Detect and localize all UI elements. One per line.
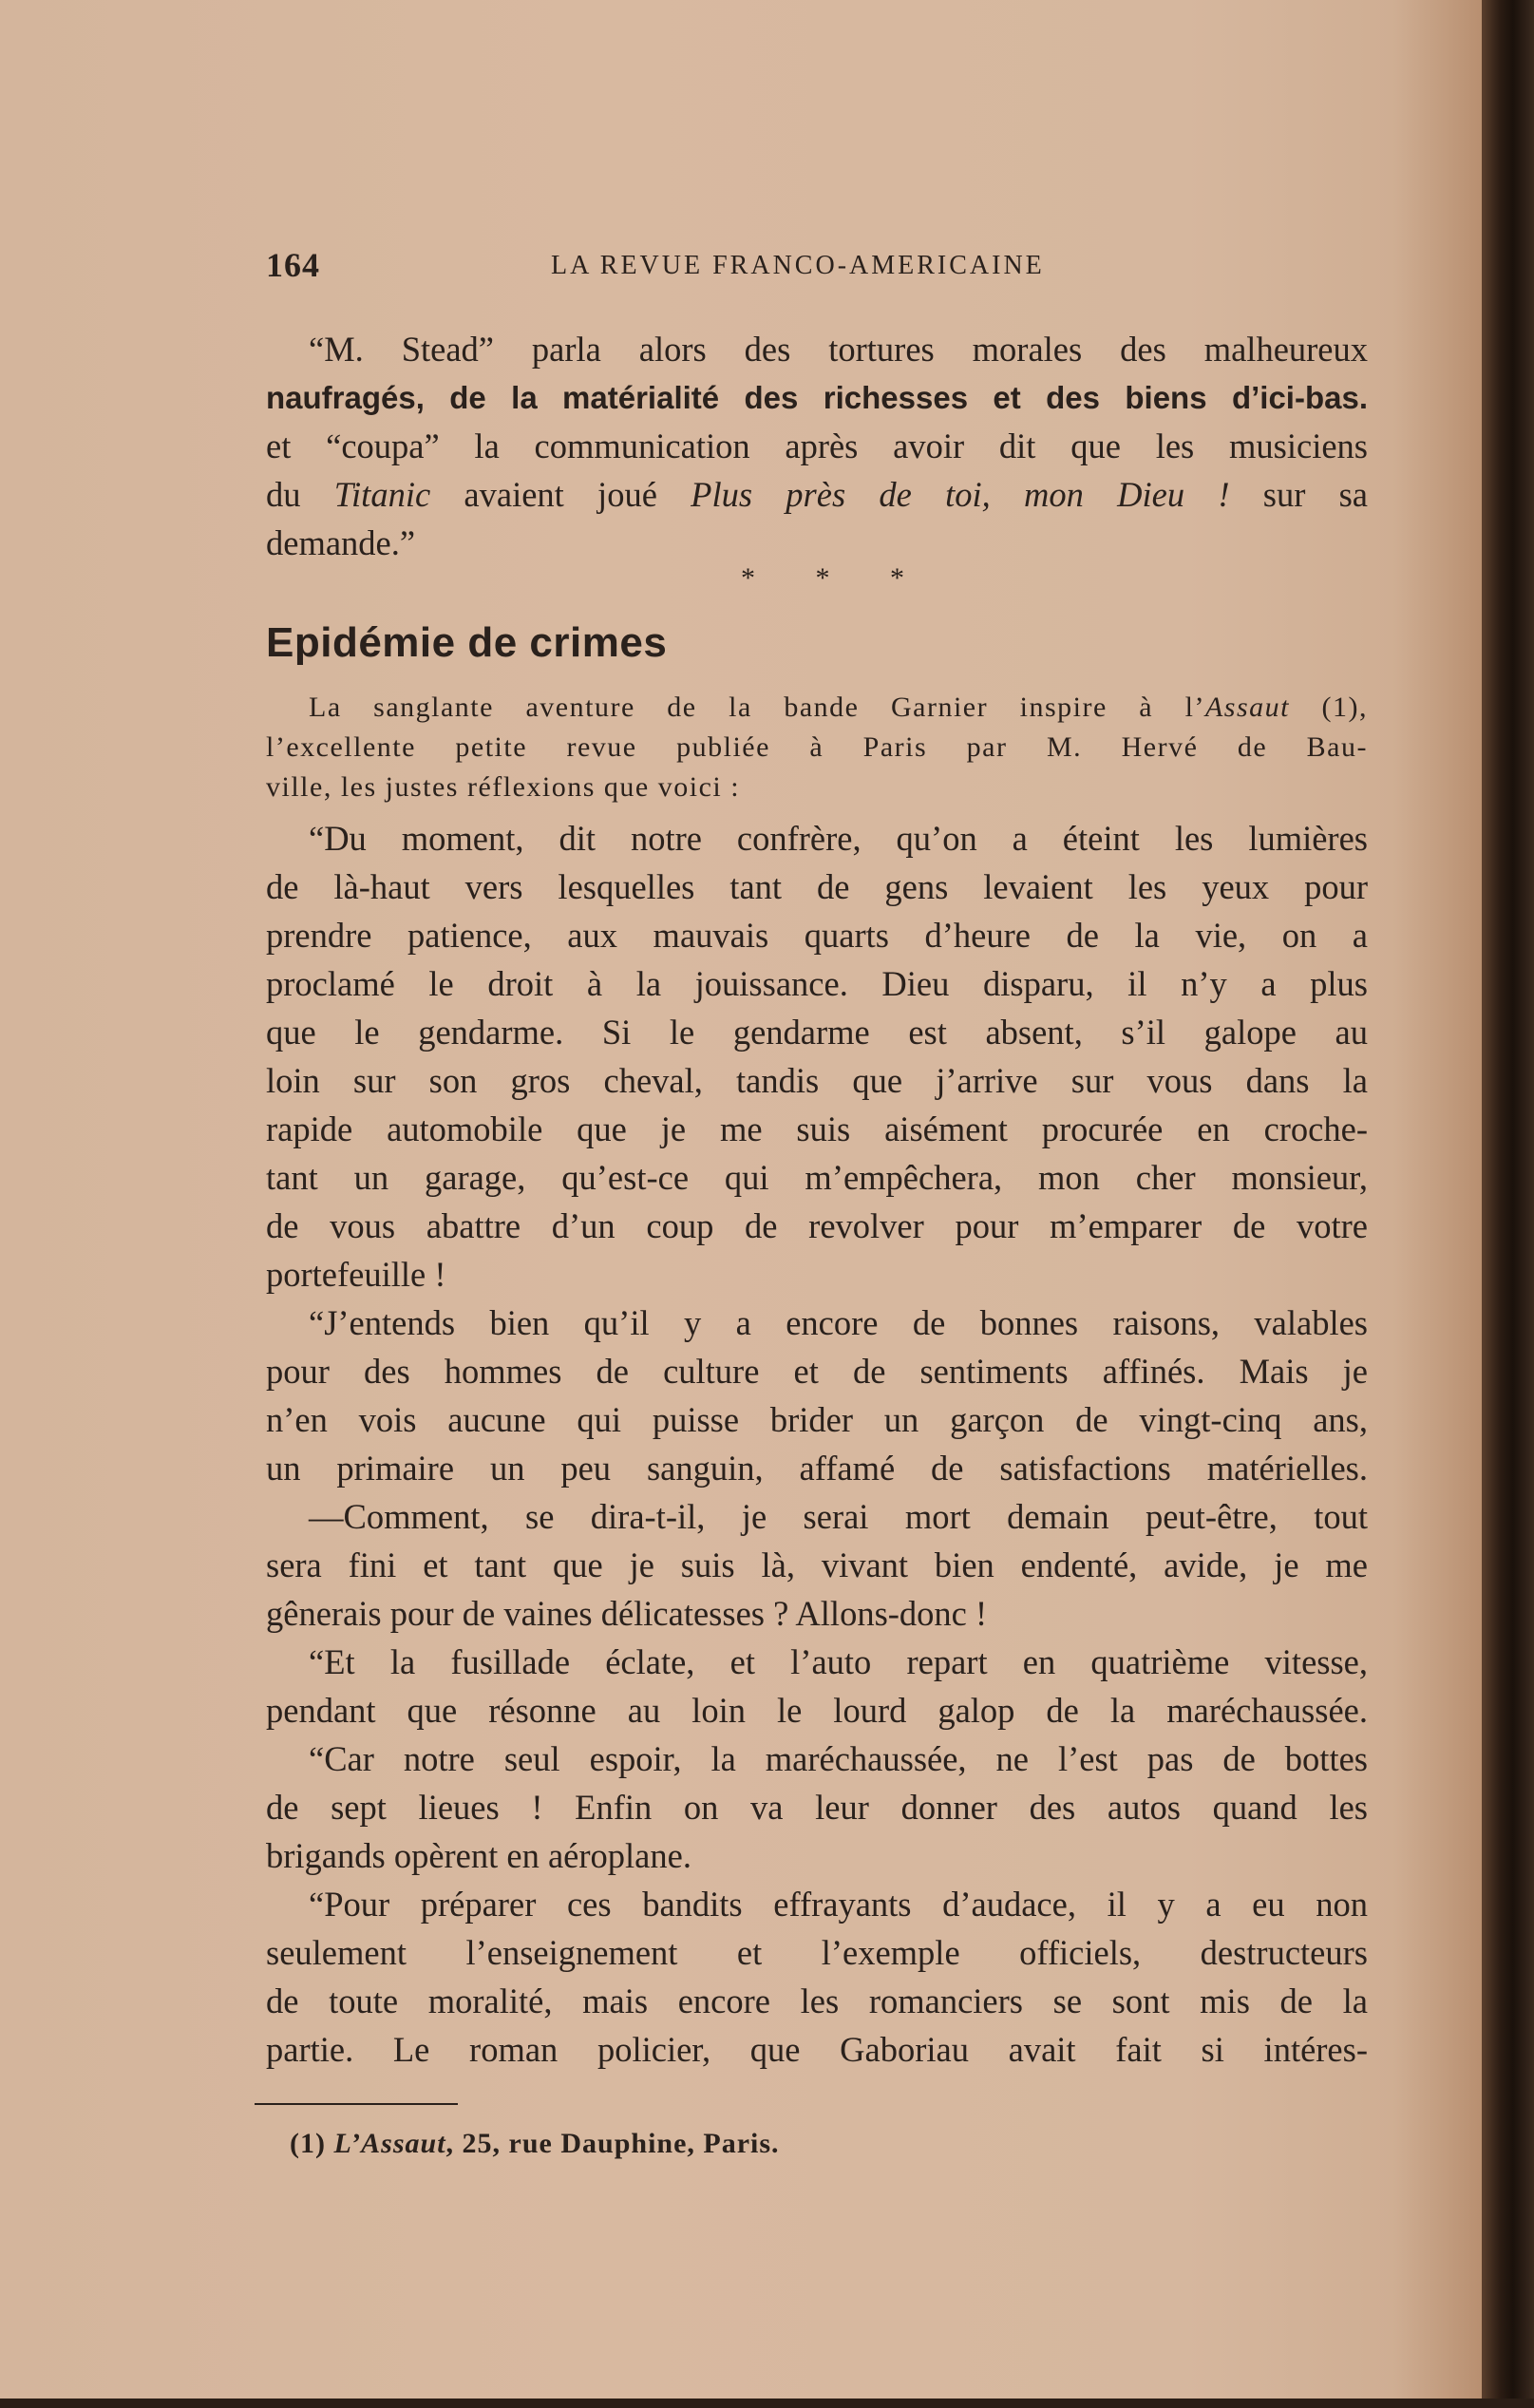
body-line: proclamé le droit à la jouissance. Dieu disparu, il n’y a plus	[266, 964, 1368, 1003]
body-line: “Du moment, dit notre confrère, qu’on a éteint les lumières	[309, 819, 1368, 858]
intro-line: l’excellente petite revue publiée à Paris par M. Hervé de Bau-	[266, 731, 1368, 763]
body-line: gênerais pour de vaines délicatesses ? Allons-donc !	[266, 1594, 988, 1633]
text-fragment: du	[266, 475, 334, 514]
body-line: de vous abattre d’un coup de revolver pour m’emparer de votre	[266, 1206, 1368, 1245]
body-line: loin sur son gros cheval, tandis que j’arrive sur vous dans la	[266, 1061, 1368, 1100]
body-line: portefeuille !	[266, 1255, 446, 1294]
page-header	[266, 245, 1368, 283]
footnote-marker: (1)	[290, 2128, 334, 2159]
text-fragment: La sanglante aventure de la bande Garnier inspire à l’	[309, 692, 1205, 723]
body-line: seulement l’enseignement et l’exemple officiels, destructeurs	[266, 1933, 1368, 1972]
body-line: “Et la fusillade éclate, et l’auto repart en quatrième vitesse,	[309, 1642, 1368, 1681]
text-line: “M. Stead” parla alors des tortures morales des malheureux	[309, 330, 1368, 369]
book-spine-shadow	[1482, 0, 1534, 2408]
footnote-address: , 25, rue Dauphine, Paris.	[445, 2128, 780, 2159]
running-title: LA REVUE FRANCO-AMERICAINE	[551, 251, 1045, 280]
body-line: prendre patience, aux mauvais quarts d’heure de la vie, on a	[266, 916, 1368, 955]
ship-name: Titanic	[333, 475, 431, 514]
intro-line	[266, 688, 1368, 728]
body-line: —Comment, se dira-t-il, je serai mort demain peut-être, tout	[309, 1497, 1368, 1536]
body-line: “Car notre seul espoir, la maréchaussée, ne l’est pas de bottes	[309, 1739, 1368, 1778]
asterism-divider: * * *	[741, 562, 931, 594]
journal-name: Assaut	[1204, 692, 1290, 723]
text-line: naufragés, de la matérialité des richesses et des biens d’ici-bas.	[266, 380, 1368, 415]
text-line: et “coupa” la communication après avoir dit que les musiciens	[266, 427, 1368, 465]
body-line: de là-haut vers lesquelles tant de gens levaient les yeux pour	[266, 867, 1368, 906]
body-line: rapide automobile que je me suis aisément procurée en croche-	[266, 1109, 1368, 1148]
body-line: n’en vois aucune qui puisse brider un garçon de vingt-cinq ans,	[266, 1400, 1368, 1439]
text-fragment: (1),	[1290, 692, 1368, 723]
body-line: pour des hommes de culture et de sentiments affinés. Mais je	[266, 1352, 1368, 1391]
text-line	[266, 471, 1368, 519]
body-line: de sept lieues ! Enfin on va leur donner des autos quand les	[266, 1788, 1368, 1827]
footnote-journal: L’Assaut	[333, 2128, 446, 2159]
footnote	[290, 2128, 780, 2160]
intro-line: ville, les justes réflexions que voici :	[266, 771, 741, 803]
section-heading: Epidémie de crimes	[266, 619, 668, 666]
body-line: “J’entends bien qu’il y a encore de bonnes raisons, valables	[309, 1303, 1368, 1342]
body-line: de toute moralité, mais encore les romanciers se sont mis de la	[266, 1981, 1368, 2020]
body-line: partie. Le roman policier, que Gaboriau avait fait si intéres-	[266, 2030, 1368, 2069]
text-fragment: avaient joué	[430, 475, 691, 514]
body-line: tant un garage, qu’est-ce qui m’empêchera, mon cher monsieur,	[266, 1158, 1368, 1197]
page-number: 164	[266, 246, 320, 284]
hymn-title: Plus près de toi, mon Dieu !	[691, 475, 1230, 514]
text-fragment: sur sa	[1229, 475, 1368, 514]
body-line: sera fini et tant que je suis là, vivant bien endenté, avide, je me	[266, 1545, 1368, 1584]
footnote-divider	[255, 2103, 458, 2105]
body-line: que le gendarme. Si le gendarme est absent, s’il galope au	[266, 1013, 1368, 1052]
body-line: “Pour préparer ces bandits effrayants d’audace, il y a eu non	[309, 1885, 1368, 1924]
text-line: demande.”	[266, 523, 416, 562]
body-line: un primaire un peu sanguin, affamé de satisfactions matérielles.	[266, 1449, 1368, 1488]
body-line: brigands opèrent en aéroplane.	[266, 1836, 691, 1875]
body-line: pendant que résonne au loin le lourd galop de la maréchaussée.	[266, 1691, 1368, 1730]
